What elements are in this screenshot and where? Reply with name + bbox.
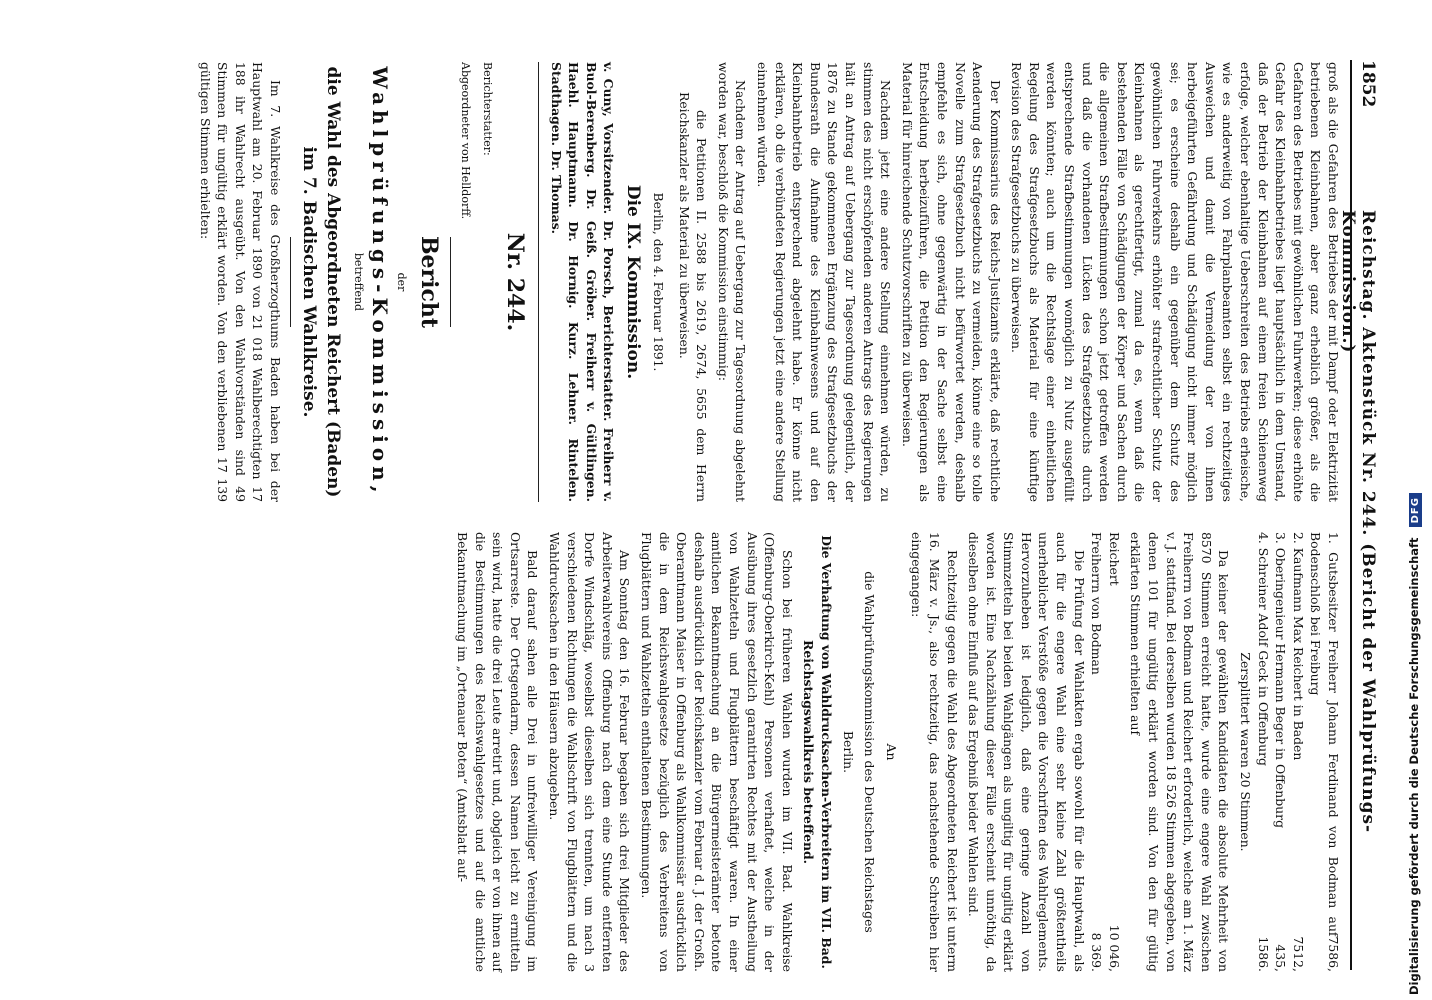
letter-place: Berlin. (840, 730, 856, 774)
candidate-row (1289, 532, 1307, 972)
commission-members: v. Cuny, Vorsitzender. Dr. Porsch, Berichterstatter. Freiherr v. Buol-Berenberg. Dr. Geiß. Gröber. Freiherr v. Gültlingen. Haehl. Hauptmann. Dr. Hornig. Kurz. Lehner. Rintelen. Stadthagen. Dr. Thomas. (548, 62, 617, 502)
imprint-text: Digitalisierung gefördert durch die Deutsche Forschungsgemeinschaft (1407, 537, 1421, 995)
divider (290, 237, 291, 327)
paragraph: Im 7. Wahlkreise des Großherzogthums Baden haben bei der Hauptwahl am 20. Februar 1890 von 21 018 Wahlberechtigten 17 188 ihr Wahlrecht ausgeübt. Von den Wahlvorständen sind 49 Stimmen für ungültig erklärt worden. Von den verbliebenen 17 139 gültigen Stimmen erhielten: (197, 62, 284, 502)
paragraph: Rechtzeitig gegen die Wahl des Abgeordneten Reichert ist unterm 16. März v. Js., also rechtzeitig, das nachstehende Schreiben hier eingegangen: (909, 532, 960, 972)
paragraph: die Petitionen II. 2588 bis 2619, 2674, 5655 dem Herrn Reichskanzler als Material zu überweisen. (676, 92, 710, 502)
runoff-votes: 10 046, (1106, 924, 1122, 972)
paragraph: Nachdem jetzt eine andere Stellung einnehmen würden, zu stimmen des nicht erschöpfenden anderen Antrags des Regierungen hält an Antrag auf Uebergang zur Tagesordnung gelegentlich, der 1876 zu Stande gekommenen Ergänzung des Strafgesetzbuchs der Bundesrath die Aufnahme des Kleinbahnwesens und auf den Kleinbahnbetrieb entsprechend abgelehnt habe. Er könne nicht erklären, ob die verbündeten Regierungen jetzt eine andere Stellung einnehmen würden. (755, 62, 894, 502)
commission-title: Die IX. Kommission. (623, 184, 644, 380)
paragraph: Nachdem der Antrag auf Uebergang zur Tagesordnung abgelehnt worden war, beschloß die Kommission einstimmig: (715, 62, 749, 502)
place-date: Berlin, den 4. Februar 1891. (651, 192, 667, 372)
candidate-votes: 7586, (1326, 936, 1341, 972)
candidate-row (1254, 532, 1272, 972)
divider (450, 237, 451, 327)
aktenstueck-number: Nr. 244. (502, 232, 529, 332)
candidate-row (1272, 532, 1290, 972)
funding-imprint (1407, 493, 1422, 995)
candidate-votes: 435, (1273, 944, 1289, 972)
paragraph: Bald darauf sahen alle Drei in unfreiwilliger Vereinigung im Ortsarreste. Der Ortsgendarm, dessen Namen leicht zu ermitteln sein wird, hatte die drei Leute arretirt und, obgleich er von ihnen auf die Bestimmungen des Reichswahlgesetzes und auf die amtliche Bekanntmachung im „Ortenauer Boten“ (Amtsblatt auf- (455, 532, 541, 972)
runoff-row (1105, 532, 1123, 972)
paragraph: Schon bei früheren Wahlen wurden im VII. Bad. Wahlkreise (Offenburg-Oberkirch-Kehl) Personen verhaftet, welche in der Ausübung ihres gesetzlich garantirten Rechtes mit der Austheilung von Wahlzetteln und Flugblättern beschäftigt waren. In einer amtlichen Bekanntmachung an die Bürgermeisterämter betonte deshalb ausdrücklich der Reichskanzler vom Februar d. J. der Großh. Oberamtmann Maiser in Offenburg als Wahlkommissär ausdrücklich die in dem Reichswahlgesetze bezüglich des Verbreitens von Flugblättern und Wahlzetteln enthaltenen Bestimmungen. (639, 532, 795, 972)
letter-subject: Die Verhaftung von Wahldrucksachen-Verbreitern im VII. Bad. Reichstagswahlkreis betreffend. (801, 535, 834, 969)
paragraph: Am Sonntag den 16. Februar begaben sich drei Mitglieder des Arbeiterwahlvereins Offenburg nach dem eine Stunde entfernten Dorfe Windschläg, woselbst dieselben sich trennten, um nach 3 verschiedenen Richtungen die Wahlschrift von Flugblättern und die Wahldrucksachen in den Häusern abzugeben. (547, 532, 633, 972)
candidate-votes: 7512, (1290, 936, 1306, 972)
dfg-logo-icon: DFG (1409, 493, 1422, 527)
candidate-label: 3. Oberingenieur Hermann Beger in Offenburg (1273, 532, 1289, 829)
report-betreffend: betreffend (351, 252, 365, 312)
running-title: Reichstag. Aktenstück Nr. 244. (Bericht der Wahlprüfungs-Kommission.) (1338, 210, 1378, 834)
candidate-label: 1. Gutsbesitzer Freiherr Johann Ferdinand von Bodman auf Bodenschloß bei Freiburg (1308, 532, 1341, 937)
letter-to: An (883, 743, 899, 761)
report-subject: die Wahl des Abgeordneten Reichert (Baden) im 7. Badischen Wahlkreise. (299, 66, 344, 498)
runoff-label: Freiherrn von Bodman (1089, 532, 1105, 675)
report-title: Bericht (415, 235, 442, 329)
paragraph: groß als die Gefahren des Betriebes der mit Dampf oder Elektrizität betriebenen Kleinbahnen, aber ganz erheblich größer, als die Gefahren des Betriebes mit gewöhnlichen Fuhrwerken; diese erhöhte Gefahr des Kleinbahnbetriebes liegt hauptsächlich in dem Umstand, daß der Betrieb der Kleinbahnen auf einem freien Schienenweg erfolge, welcher ebenhaltige Ueberschreiten des Betriebs erheische, wie es anderweitig von Fahrplanbeamten selbst ein rechtzeitiges Ausweichen und damit die Vermeidung der von ihnen herbeigeführten Gefährdung und Schädigung nicht immer möglich sei; es erscheine deshalb ein gegenüber dem Schutz des gewöhnlichen Fuhrverkehrs erhöhter strafrechtlicher Schutz der Kleinbahnen als gerechtfertigt, zumal da es, wenn daß die bestehenden Fälle von Schädigungen der Körper und Sachen durch die allgemeinen Strafbestimmungen schon jetzt getroffen werden und daß die vorhandenen Lücken des Strafgesetzbuchs durch entsprechende Strafbestimmungen womöglich zu Nutz ausgefüllt werden könnten; auch um die Rechtslage einer einheitlichen Regelung des Strafgesetzbuchs als Material für eine künftige Revision des Strafgesetzbuchs zu überweisen. (1009, 62, 1341, 502)
commission-name: Wahlprüfungs-Kommission, (368, 66, 393, 498)
paragraph: Der Kommissarius des Reichs-Justizamts erklärte, daß rechtliche Aenderung des Strafgesetzbuchs zu vermeiden, könne eine so tolle Novelle zum Strafgesetzbuch nicht befürwortet werden, deshalb empfehle es sich, ohne gegenwärtig in der Sache selbst eine Entscheidung herbeizuführen, die Petition den Regierungen als Material für hinreichende Schutzvorschriften zu überweisen. (899, 62, 1003, 502)
rapporteur-name: Abgeordneter von Helldorff. (459, 62, 473, 220)
divider (538, 62, 539, 502)
candidate-votes: 1586. (1255, 936, 1271, 972)
left-column (192, 62, 1342, 502)
candidate-row (1307, 532, 1342, 972)
paragraph: Da keiner der gewählten Kandidaten die absolute Mehrheit von 8570 Stimmen erreicht hatte, wurde eine engere Wahl zwischen Freiherrn von Bodman und Reichert erforderlich, welche am 1. März v. J. stattfand. Bei derselben wurden 18 526 Stimmen abgegeben, von denen 101 für ungültig erklärt worden sind. Von den für gültig erklärten Stimmen erhielten auf (1128, 532, 1232, 972)
runoff-row (1088, 532, 1106, 972)
runoff-votes: 8 369. (1089, 932, 1105, 972)
runoff-label: Reichert (1106, 532, 1122, 586)
page-number: 1852 (1358, 60, 1378, 108)
right-column (450, 532, 1343, 972)
candidate-label: 4. Schreiner Adolf Geck in Offenburg (1255, 532, 1271, 766)
letter-addressee: die Wahlprüfungskommission des Deutschen Reichstages (862, 571, 878, 933)
page-header (1338, 60, 1380, 970)
candidate-label: 2. Kaufmann Max Reichert in Baden (1290, 532, 1306, 761)
rapporteur-label: Berichterstatter: (481, 62, 495, 156)
split-votes: Zersplittert waren 20 Stimmen. (1238, 652, 1254, 852)
paragraph: Die Prüfung der Wahlakten ergab sowohl für die Hauptwahl, als auch für die engere Wahl eine sehr kleine Zahl größtentheils unerheblicher Verstöße gegen die Vorschriften des Wahlreglements. Hervorzuheben ist lediglich, daß eine geringe Anzahl von Stimmzetteln bei beiden Wahlgängen als ungiltig für ungiltig erklärt worden ist. Eine Nachzählung dieser Fälle erscheint unnöthig, da dieselben ohne Einfluß auf das Ergebniß beider Wahlen sind. (966, 532, 1087, 972)
report-der: der (394, 272, 408, 292)
